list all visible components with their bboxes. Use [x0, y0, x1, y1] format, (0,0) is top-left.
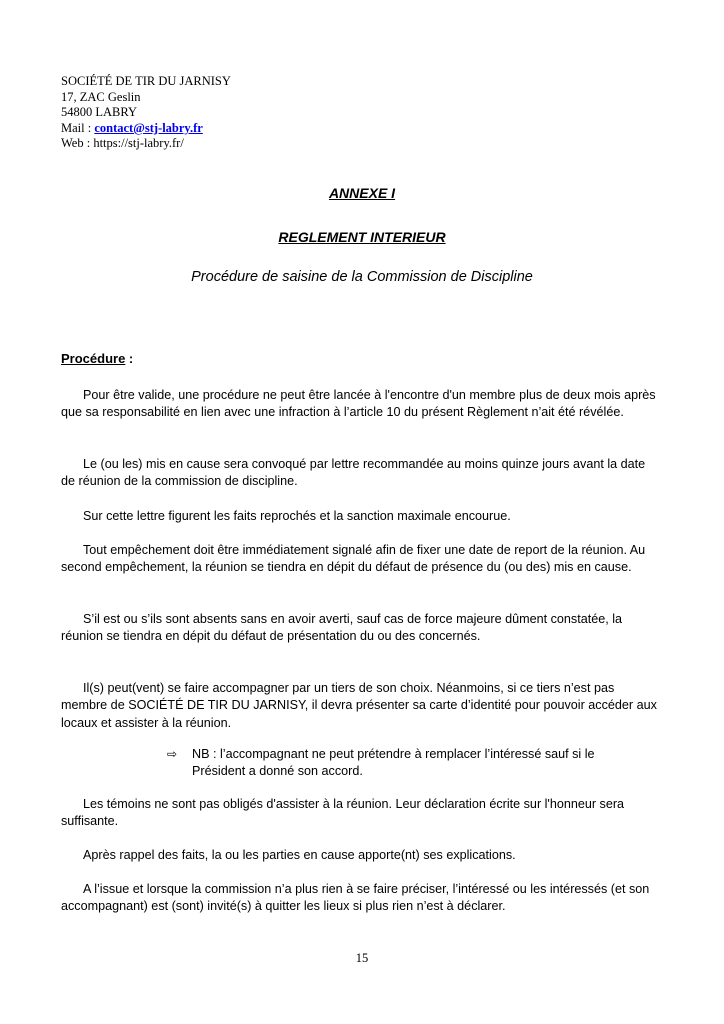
arrow-right-icon: ⇨ [167, 747, 178, 761]
section-heading [61, 351, 133, 366]
paragraph: Pour être valide, une procédure ne peut être lancée à l'encontre d'un membre plus de deux mois après que sa responsabilité en lien avec une infraction à l’article 10 du présent Règlement n’ait été révélée. [61, 388, 656, 420]
org-name: SOCIÉTÉ DE TIR DU JARNISY [61, 74, 231, 88]
nb-note [167, 746, 647, 781]
paragraph: A l’issue et lorsque la commission n’a plus rien à se faire préciser, l’intéressé ou les intéressés (et son accompagnant) est (sont) invité(s) à quitter les lieux si plus rien n’est à déclarer. [61, 882, 650, 914]
mail-label: Mail : [61, 120, 95, 135]
section-heading-label: Procédure [61, 351, 126, 366]
mail-line [61, 121, 231, 137]
document-subtitle: Procédure de saisine de la Commission de Discipline [191, 269, 533, 285]
letterhead [61, 74, 231, 152]
address-line-2: 54800 LABRY [61, 105, 138, 120]
paragraph: Les témoins ne sont pas obligés d'assister à la réunion. Leur déclaration écrite sur l'honneur sera suffisante. [61, 797, 625, 829]
mail-link[interactable]: contact@stj-labry.fr [94, 120, 203, 135]
address-line-1: 17, ZAC Geslin [61, 89, 141, 104]
paragraph: Tout empêchement doit être immédiatement signalé afin de fixer une date de report de la réunion. Au second empêchement, la réunion se tiendra en dépit du défaut de présence du (ou des) mis en cause. [61, 543, 646, 575]
web-line: Web : https://stj-labry.fr/ [61, 136, 184, 151]
paragraph: Sur cette lettre figurent les faits reprochés et la sanction maximale encourue. [83, 509, 511, 523]
paragraph: Le (ou les) mis en cause sera convoqué par lettre recommandée au moins quinze jours avant la date de réunion de la commission de discipline. [61, 457, 646, 489]
nb-text: NB : l’accompagnant ne peut prétendre à remplacer l’intéressé sauf si le Président a donné son accord. [192, 747, 595, 779]
paragraph: S’il est ou s’ils sont absents sans en avoir averti, sauf cas de force majeure dûment constatée, la réunion se tiendra en dépit du défaut de présentation du ou des concernés. [61, 612, 623, 644]
page-number: 15 [355, 951, 369, 965]
section-heading-colon: : [125, 351, 134, 366]
paragraph: Il(s) peut(vent) se faire accompagner par un tiers de son choix. Néanmoins, si ce tiers n’est pas membre de SOCIÉTÉ DE TIR DU JARNISY, il devra présenter sa carte d’identité pour pouvoir accéder aux locaux et assister à la réunion. [61, 681, 657, 730]
annexe-title: ANNEXE I [328, 185, 396, 201]
reglement-title: REGLEMENT INTERIEUR [278, 229, 446, 245]
paragraph: Après rappel des faits, la ou les parties en cause apporte(nt) ses explications. [83, 848, 516, 862]
